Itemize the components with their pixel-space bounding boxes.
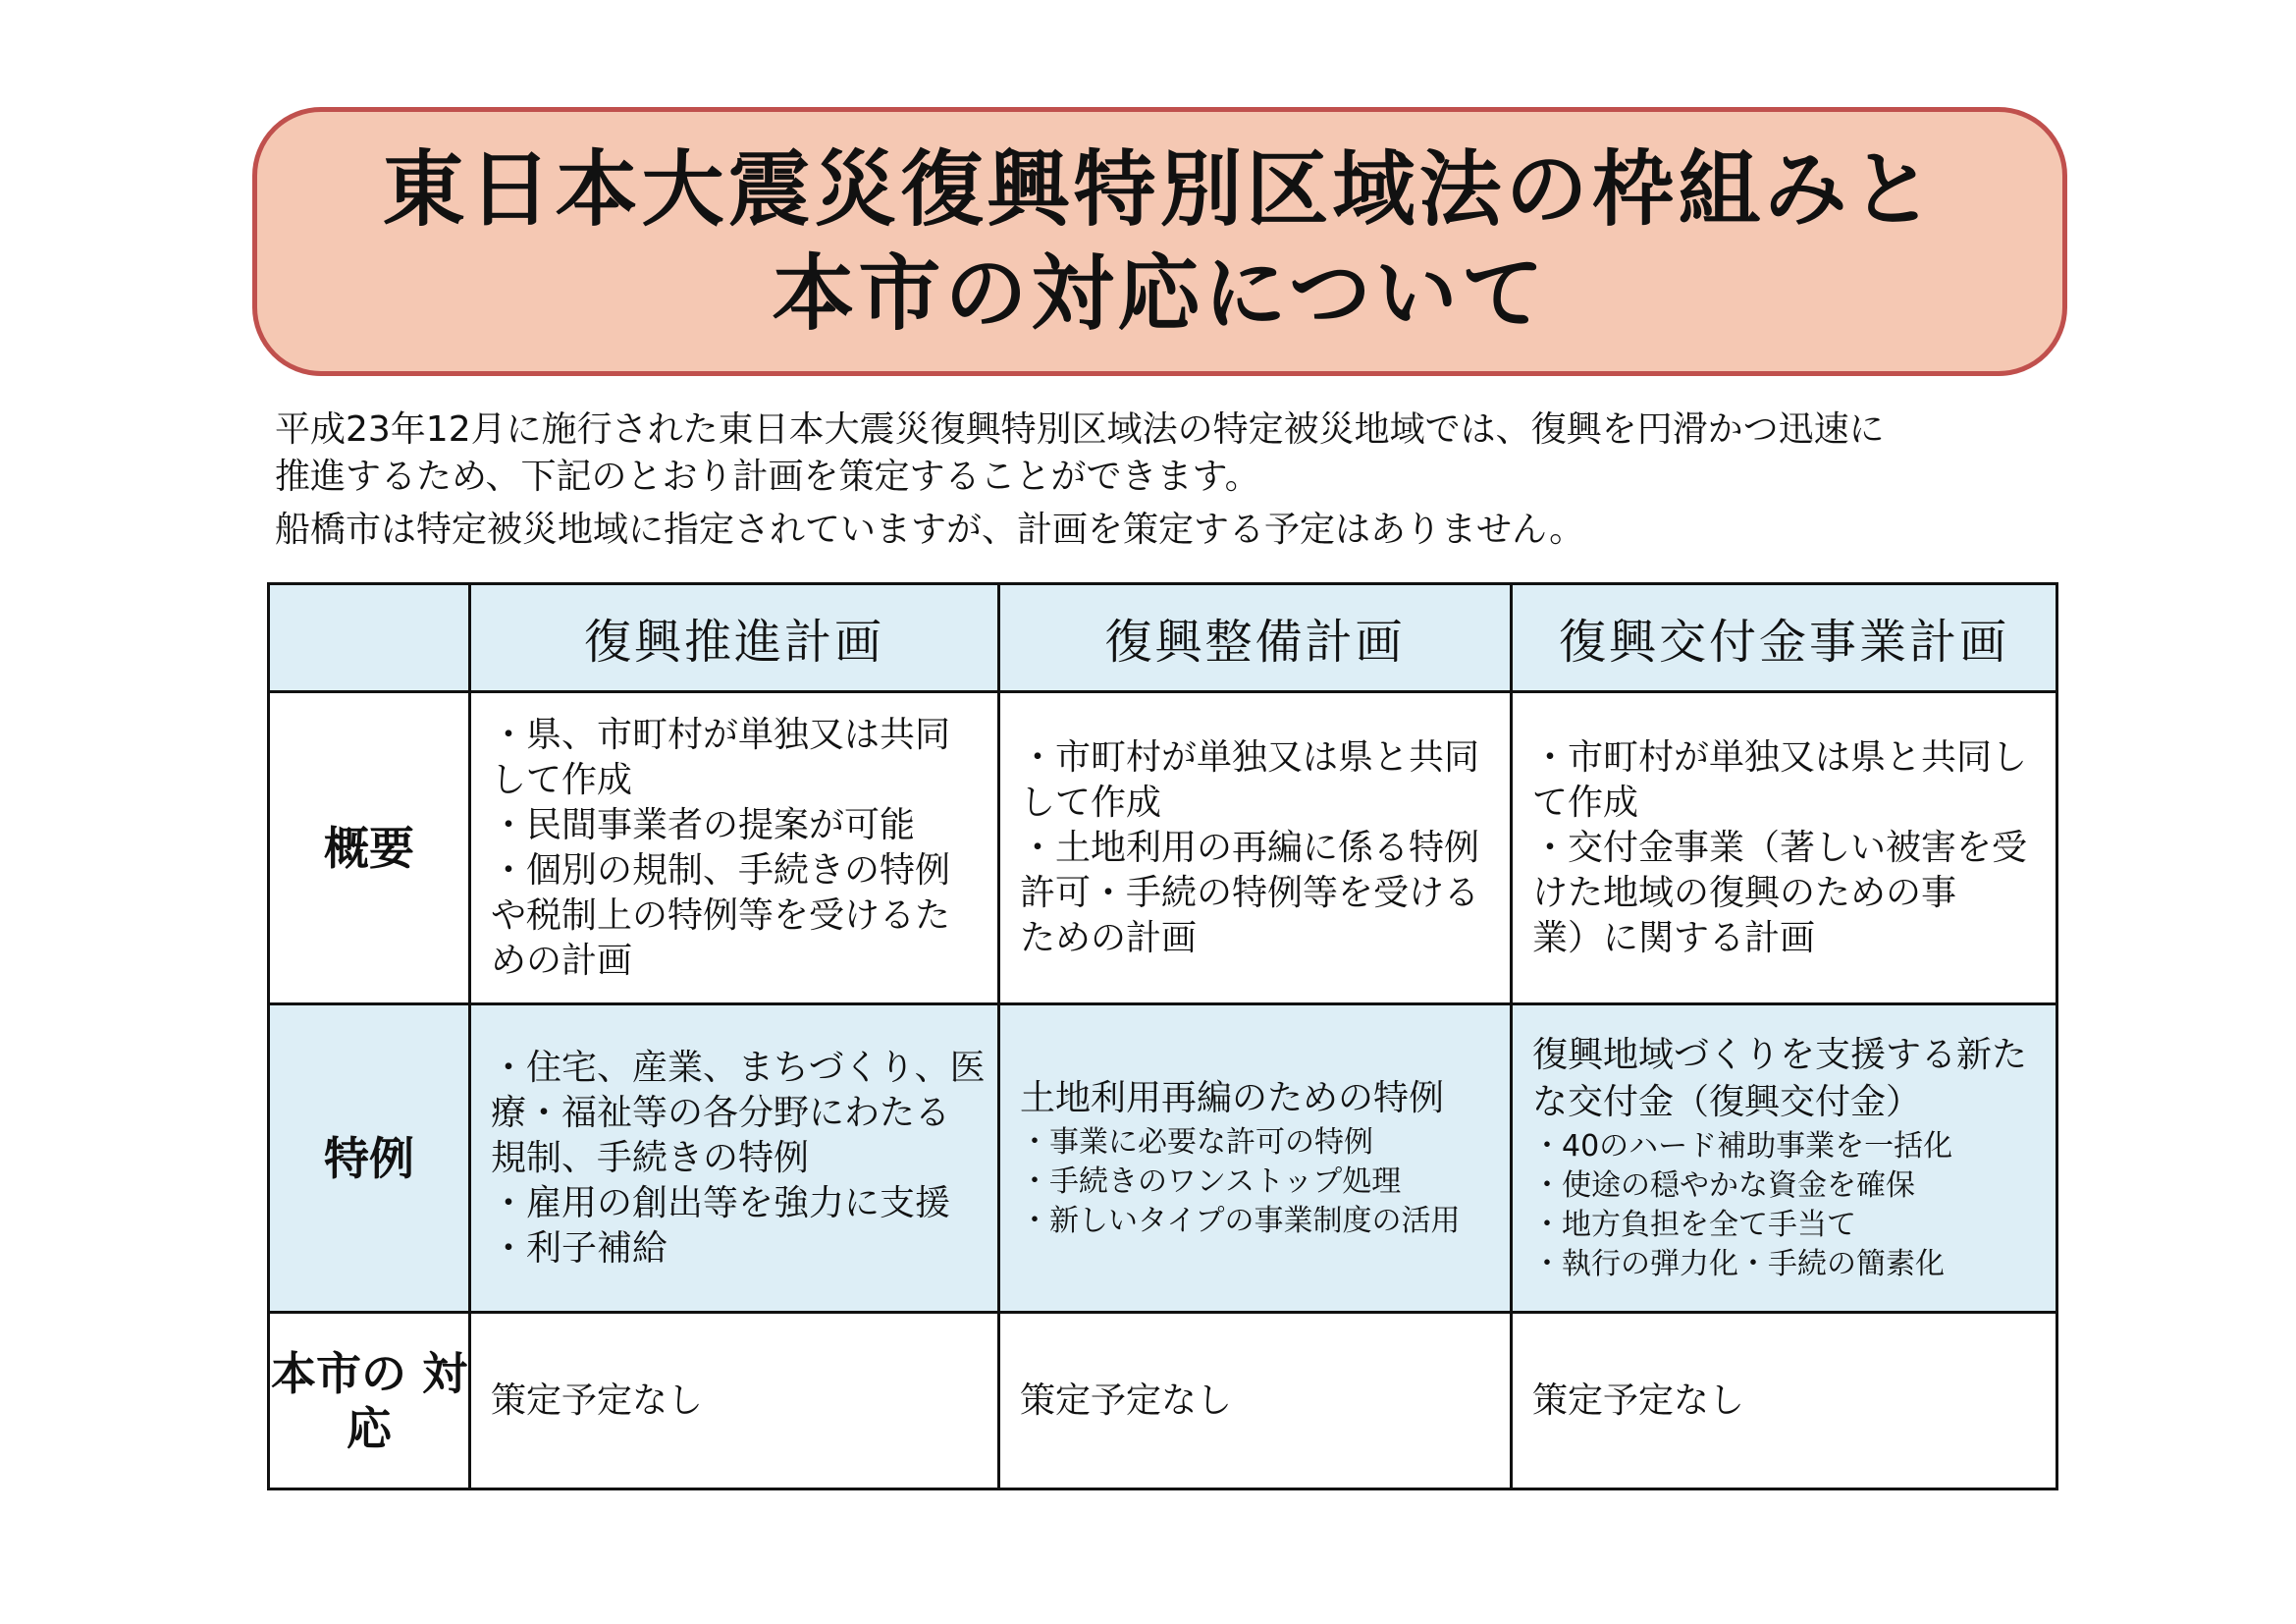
header-reconstruction-development-plan: 復興整備計画 [999,584,1512,692]
text-lead: 土地利用再編のための特例 [1020,1077,1445,1118]
row-label-overview: 概要 [269,692,470,1004]
intro-line-2: 推進するため、下記のとおり計画を策定することができます。 [275,457,1260,497]
text-sub-item: ・執行の弾力化・手続の簡素化 [1532,1246,1945,1281]
intro-line-3: 船橋市は特定被災地域に指定されていますが、計画を策定する予定はありません。 [275,510,1585,550]
intro-line-1: 平成23年12月に施行された東日本大震災復興特別区域法の特定被災地域では、復興を円滑かつ迅速に [275,409,1885,450]
text-line: して作成 [1020,782,1162,823]
text-line: ・利子補給 [491,1227,668,1269]
header-reconstruction-promotion-plan: 復興推進計画 [470,584,999,692]
table-row-special-measures [269,1004,2057,1313]
table-header-row [269,584,2057,692]
page-title-line-1: 東日本大震災復興特別区域法の枠組みと [382,141,1938,238]
text-sub-item: ・地方負担を全て手当て [1532,1207,1856,1242]
text-line: 策定予定なし [1532,1380,1745,1421]
text-lead: 復興地域づくりを支援する新た [1532,1034,2028,1075]
text-line: ・民間事業者の提案が可能 [491,804,916,845]
overview-development-plan [999,692,1512,1004]
text-line: て作成 [1532,782,1639,823]
text-line: ・県、市町村が単独又は共同 [491,714,951,755]
special-promotion-plan [470,1004,999,1313]
text-line: ための計画 [1020,917,1198,958]
text-line: けた地域の復興のための事 [1532,872,1957,913]
text-line: ・交付金事業（著しい被害を受 [1532,827,2028,868]
text-line: ・土地利用の再編に係る特例 [1020,827,1480,868]
text-line: めの計画 [491,940,633,981]
header-empty-cell [269,584,470,692]
intro-text [275,406,2042,554]
table-row-overview [269,692,2057,1004]
text-line: 許可・手続の特例等を受ける [1020,872,1480,913]
text-line: ・市町村が単独又は県と共同 [1020,736,1480,778]
text-sub-item: ・使途の穏やかな資金を確保 [1532,1167,1915,1203]
page-title-line-2: 本市の対応について [772,245,1548,342]
table-row-city-response [269,1313,2057,1489]
text-lead: な交付金（復興交付金） [1532,1081,1922,1122]
text-line: 規制、手続きの特例 [491,1137,810,1178]
title-banner [252,107,2067,376]
text-line: 業）に関する計画 [1532,917,1816,958]
plan-comparison-table [267,582,2058,1490]
special-development-plan [999,1004,1512,1313]
row-label-line: 対応 [347,1346,467,1455]
text-sub-item: ・事業に必要な許可の特例 [1020,1124,1373,1160]
text-line: 策定予定なし [1020,1380,1233,1421]
text-sub-item: ・手続きのワンストップ処理 [1020,1164,1402,1199]
text-sub-item: ・新しいタイプの事業制度の活用 [1020,1203,1461,1238]
text-line: ・市町村が単独又は県と共同し [1532,736,2028,778]
text-line: ・雇用の創出等を強力に支援 [491,1182,951,1223]
response-promotion-plan [470,1313,999,1489]
special-grant-plan [1512,1004,2057,1313]
header-reconstruction-grant-project-plan: 復興交付金事業計画 [1512,584,2057,692]
overview-promotion-plan [470,692,999,1004]
row-label-line: 本市の [270,1346,406,1400]
response-development-plan [999,1313,1512,1489]
overview-grant-plan [1512,692,2057,1004]
text-line: や税制上の特例等を受けるた [491,894,951,936]
text-line: 策定予定なし [491,1380,704,1421]
text-sub-item: ・40のハード補助事業を一括化 [1532,1128,1953,1164]
text-line: ・住宅、産業、まちづくり、医 [491,1047,986,1088]
row-label-special-measures: 特例 [269,1004,470,1313]
response-grant-plan [1512,1313,2057,1489]
text-line: して作成 [491,759,633,800]
row-label-city-response [269,1313,470,1489]
text-line: 療・福祉等の各分野にわたる [491,1092,951,1133]
text-line: ・個別の規制、手続きの特例 [491,849,951,891]
